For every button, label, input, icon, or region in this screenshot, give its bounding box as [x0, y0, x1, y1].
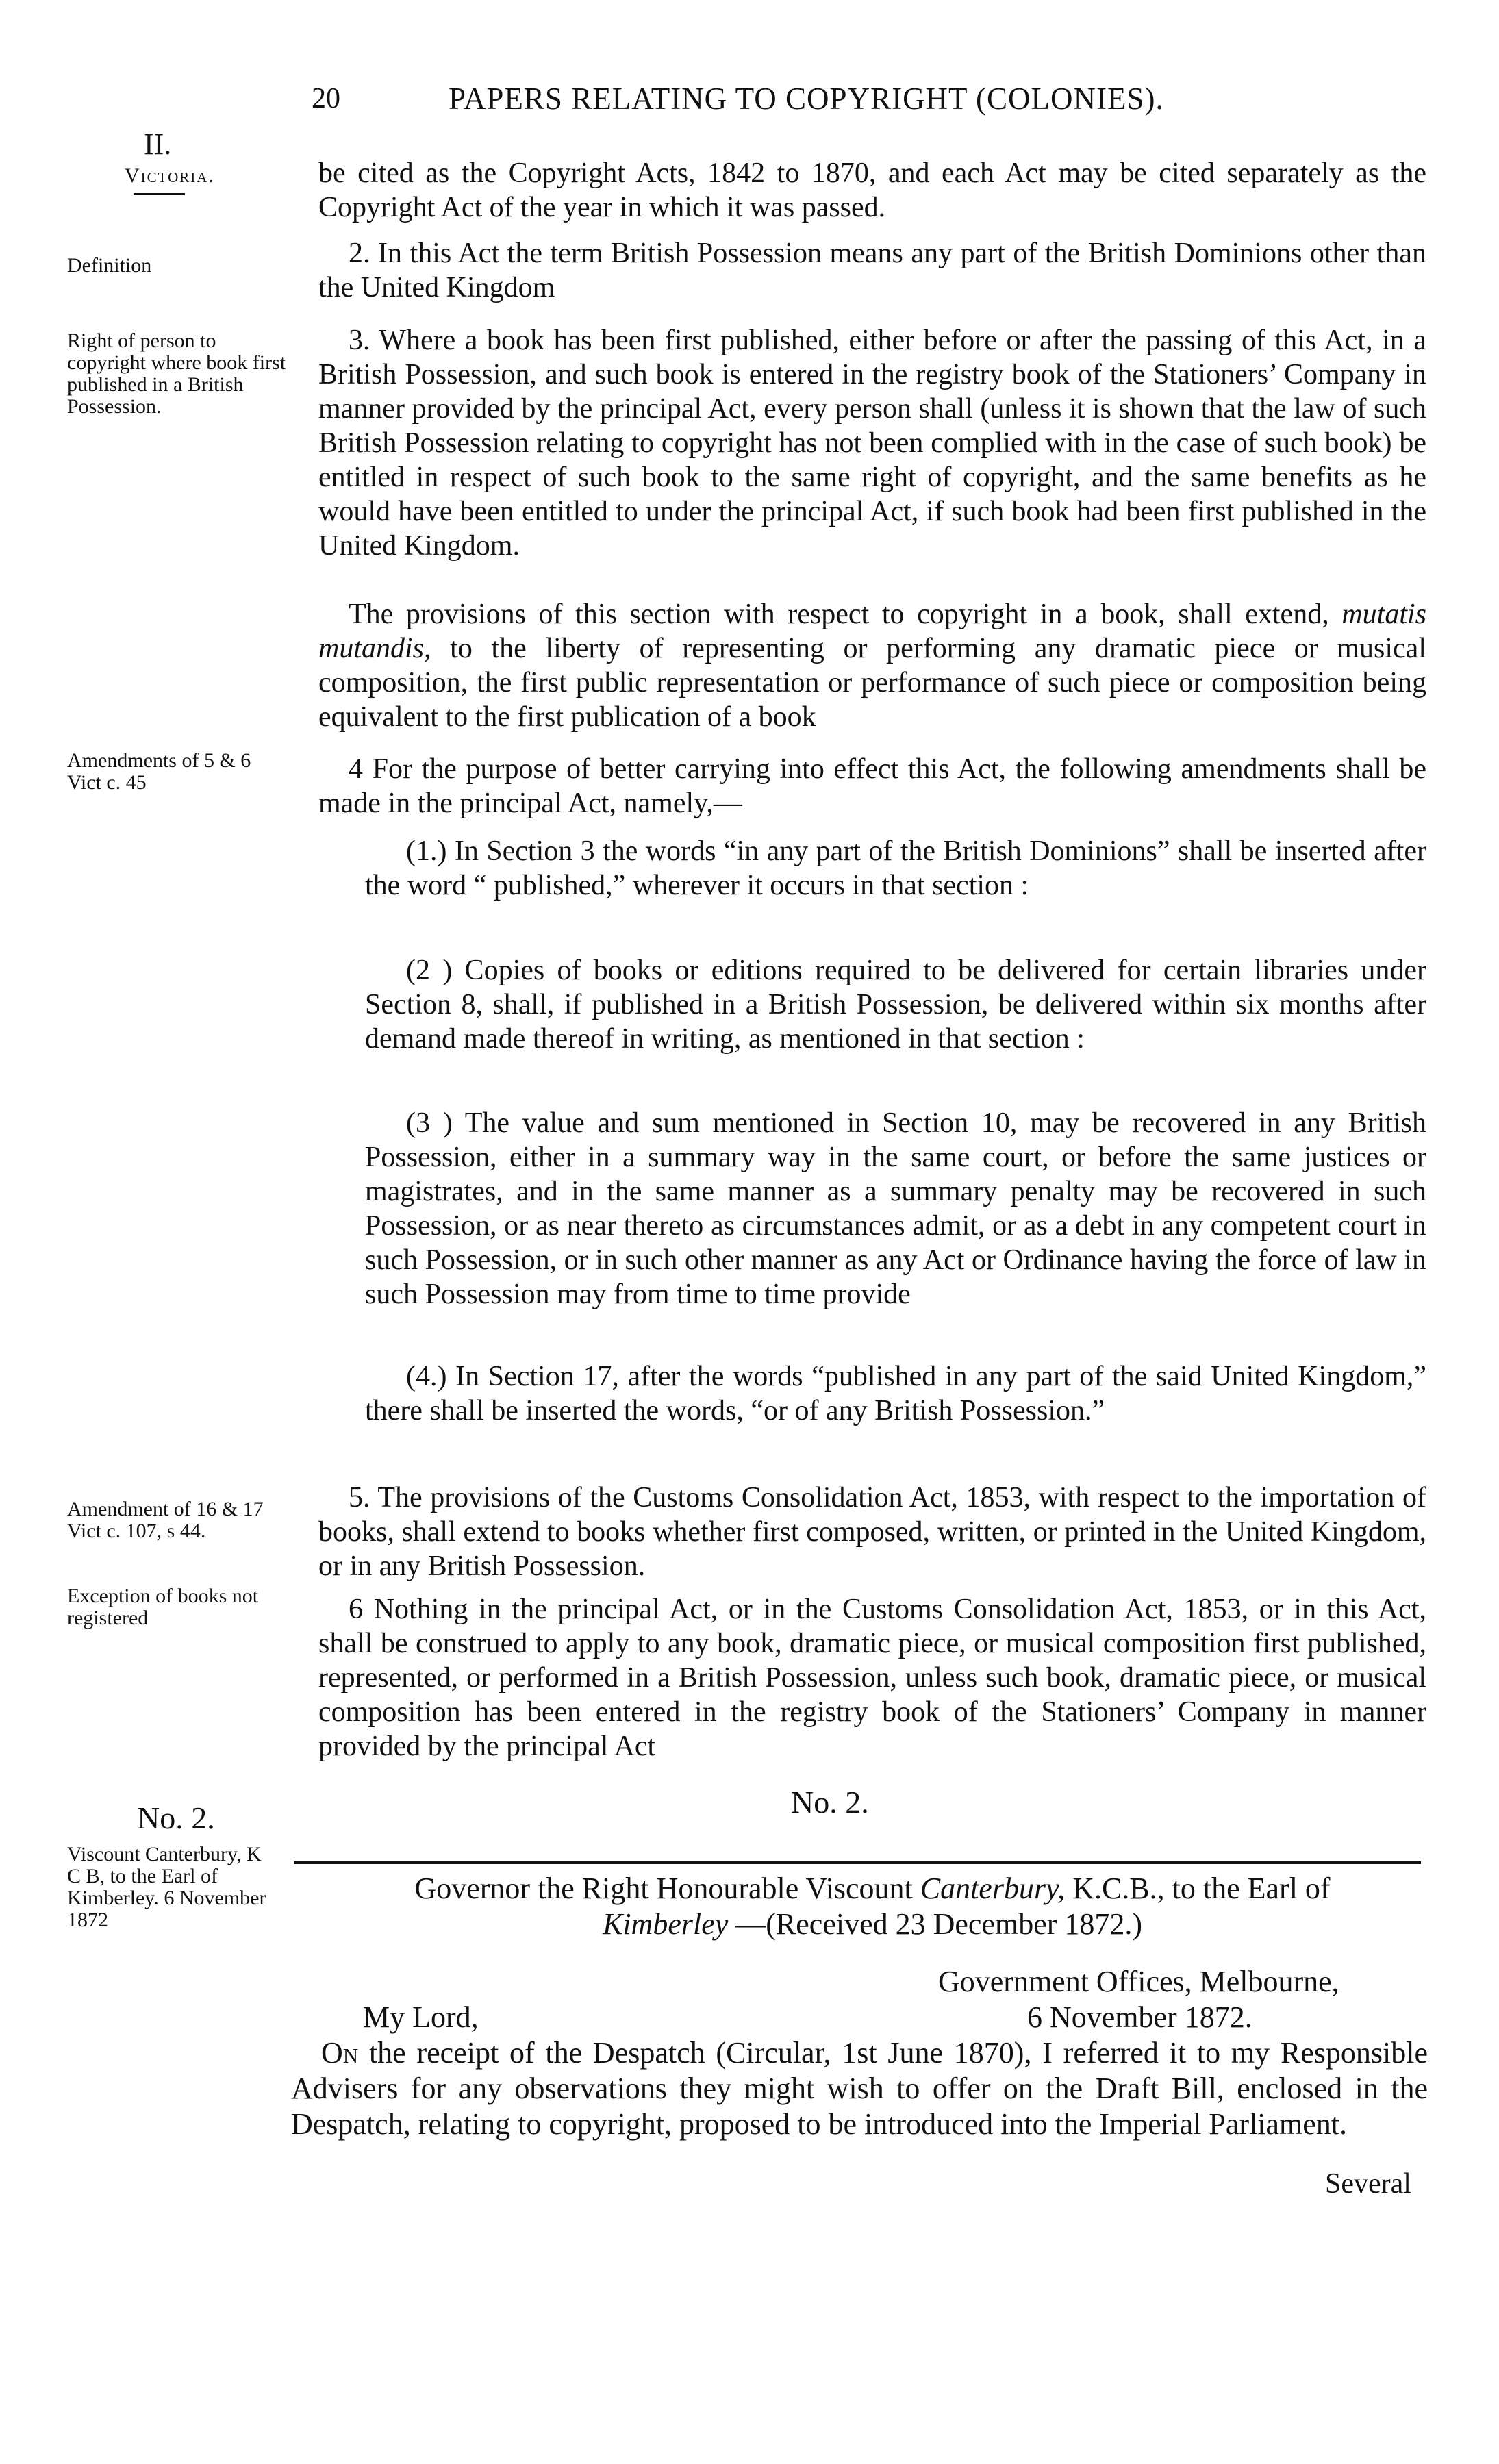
margin-note-viscount: Viscount Canterbury, K C B, to the Earl of Kimberley. 6 November 1872 — [67, 1843, 266, 1931]
paragraph-intro: be cited as the Copyright Acts, 1842 to 1870, and each Act may be cited separately as the Copyright Act of the year in which it was passed. — [318, 158, 1426, 223]
margin-note-amendments: Amendments of 5 & 6 Vict c. 45 — [67, 749, 251, 794]
subsection-2: (2 ) Copies of books or editions required to be delivered for certain libraries under Section 8, shall, if published in a British Possession, be delivered within six months after demand made thereof in writing, as mentioned in that section : — [365, 955, 1426, 1055]
margin-note-right-of-person: Right of person to copyright where book first published in a British Possession. — [67, 329, 286, 418]
letter-body: On the receipt of the Despatch (Circular, 1st June 1870), I referred it to my Responsible Advisers for any observations they might wish to offer on the Draft Bill, enclosed in the Despatch, relating to copyright, proposed to be introduced into the Imperial Parliament. — [291, 2036, 1428, 2141]
paragraph-section-3: 3. Where a book has been first published, either before or after the passing of this Act, in a British Possession, and such book is entered in the registry book of the Stationers’ Company in manner provided by the principal Act, every person shall (unless it is shown that the law of such British Possession relating to copyright has not been complied with in the case of such book) be entitled in respect of such book to the same right of copyright, and the same benefits as he would have been entitled to under the principal Act, if such book had been first published in the United Kingdom. — [318, 325, 1426, 562]
paragraph-section-2: 2. In this Act the term British Possession means any part of the British Dominions other than the United Kingdom — [318, 238, 1426, 303]
margin-dash — [134, 193, 185, 195]
subsection-1: (1.) In Section 3 the words “in any part of the British Dominions” shall be inserted after the word “ published,” wherever it occurs in that section : — [365, 835, 1426, 901]
document-number-title: No. 2. — [791, 1785, 869, 1820]
margin-note-amendment: Amendment of 16 & 17 Vict c. 107, s 44. — [67, 1498, 264, 1542]
paragraph-section-4: 4 For the purpose of better carrying into effect this Act, the following amendments shall be made in the principal Act, namely,— — [318, 753, 1426, 819]
salutation: My Lord, — [363, 2000, 479, 2034]
office-address: Government Offices, Melbourne, — [938, 1965, 1339, 1998]
letter-date: 6 November 1872. — [1027, 2000, 1252, 2034]
margin-victoria: Victoria. — [125, 164, 215, 187]
subsection-4: (4.) In Section 17, after the words “published in any part of the said United Kingdom,” there shall be inserted the words, “or of any British Possession.” — [365, 1361, 1426, 1426]
running-title: PAPERS RELATING TO COPYRIGHT (COLONIES). — [449, 81, 1164, 116]
subsection-3: (3 ) The value and sum mentioned in Section 10, may be recovered in any British Possession, either in a summary way in the same court, or before the same justices or magistrates, and in the same manner as a summary penalty may be recovered in such Possession, or as near thereto as circumstances admit, or as a debt in any competent court in such Possession, or in such other manner as any Act or Ordinance having the force of law in such Possession may from time to time provide — [365, 1107, 1426, 1310]
paragraph-section-6: 6 Nothing in the principal Act, or in the Customs Consolidation Act, 1853, or in this Act, shall be construed to apply to any book, dramatic piece, or musical composition first published, represented, or performed in a British Possession, unless such book, dramatic piece, or musical composition has been entered in the registry book of the Stationers’ Company in manner provided by the principal Act — [318, 1594, 1426, 1762]
margin-no2: No. 2. — [137, 1800, 215, 1835]
paragraph-section-3-cont: The provisions of this section with respect to copyright in a book, shall extend, mutatis mutandis, to the liberty of representing or performing any dramatic piece or musical composition, the first public representation or performance of such piece or composition being equivalent to the first publication of a book — [318, 599, 1427, 733]
catchword: Several — [1325, 2168, 1411, 2200]
margin-roman-number: II. — [144, 127, 172, 161]
despatch-heading: Governor the Right Honourable Viscount Canterbury, K.C.B., to the Earl of Kimberley —(Received 23 December 1872.) — [414, 1872, 1331, 1941]
page-number: 20 — [312, 83, 340, 114]
margin-note-exception: Exception of books not registered — [67, 1585, 259, 1629]
section-divider — [294, 1861, 1421, 1864]
paragraph-section-5: 5. The provisions of the Customs Consolidation Act, 1853, with respect to the importation of books, shall extend to books whether first composed, written, or printed in the United Kingdom, or in any British Possession. — [318, 1482, 1426, 1582]
margin-note-definition: Definition — [67, 254, 152, 277]
